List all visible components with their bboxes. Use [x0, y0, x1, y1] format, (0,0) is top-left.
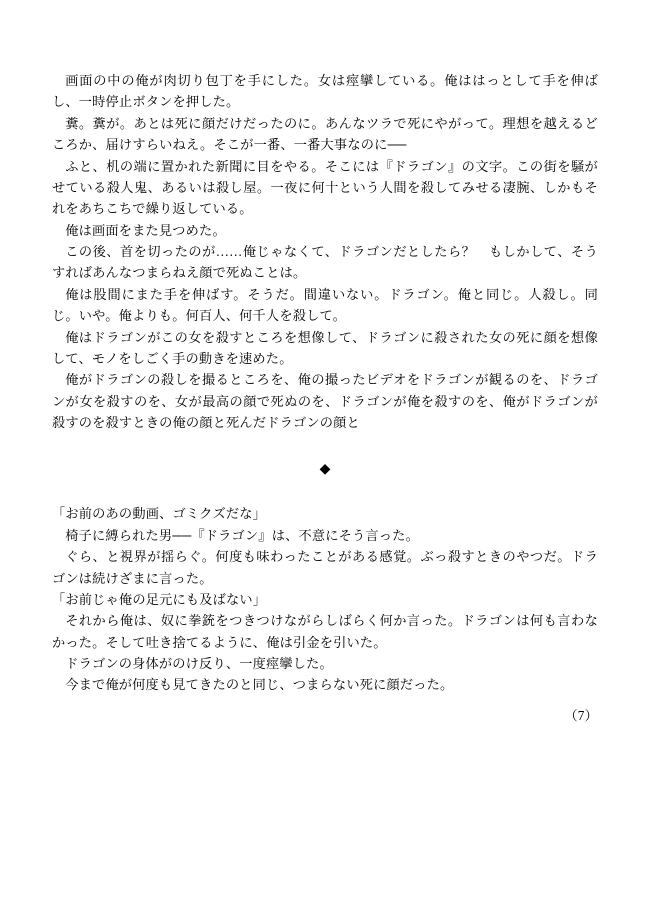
paragraph: ふと、机の端に置かれた新聞に目をやる。そこには『ドラゴン』の文字。この街を騒がせている殺人鬼、あるいは殺し屋。一夜に何十という人間を殺してみせる凄腕、しかもそれをあちこちで繰り返している。 — [52, 158, 598, 217]
section-divider-glyph: ◆ — [319, 462, 331, 478]
paragraph: それから俺は、奴に拳銃をつきつけながらしばらく何か言った。ドラゴンは何も言わなかった。そして吐き捨てるように、俺は引金を引いた。 — [52, 613, 598, 650]
paragraph: 俺がドラゴンの殺しを撮るところを、俺の撮ったビデオをドラゴンが観るのを、ドラゴンが女を殺すのを、女が最高の顔で死ぬのを、ドラゴンが俺を殺すのを、俺がドラゴンが殺すのを殺すときの俺の顔と死んだドラゴンの顔と — [52, 372, 598, 430]
paragraph: 俺はドラゴンがこの女を殺すところを想像して、ドラゴンに殺された女の死に顔を想像して、モノをしごく手の動きを速めた。 — [52, 329, 598, 366]
paragraph: ぐら、と視界が揺らぐ。何度も味わったことがある感覚。ぶっ殺すときのやつだ。ドラゴンは続けざまに言った。 — [52, 549, 598, 586]
paragraph: 糞。糞が。あとは死に顔だけだったのに。あんなツラで死にやがって。理想を越えるどころか、届けすらいねえ。そこが一番、一番大事なのに── — [52, 115, 598, 153]
paragraph: 今まで俺が何度も見てきたのと同じ、つまらない死に顔だった。 — [65, 677, 454, 693]
lower-text-block — [52, 503, 598, 726]
paragraph: 俺は画面をまた見つめた。 — [65, 222, 226, 238]
paragraph: この後、首を切ったのが……俺じゃなくて、ドラゴンだとしたら？ もしかして、そうすればあんなつまらねえ顔で死ぬことは。 — [52, 244, 598, 281]
paragraph: ドラゴンの身体がのけ反り、一度痙攣した。 — [65, 656, 333, 671]
paragraph: 俺は股間にまた手を伸ばす。そうだ。間違いない。ドラゴン。俺と同じ。人殺し。同じ。いや。俺よりも。何百人、何千人を殺して。 — [52, 286, 598, 324]
page-number — [52, 705, 598, 726]
paragraph: 「お前じゃ俺の足元にも及ばない」 — [52, 591, 267, 607]
upper-text-block — [52, 70, 598, 433]
page-number-label: （7） — [564, 707, 598, 723]
paragraph: 「お前のあの動画、ゴミクズだな」 — [52, 506, 267, 522]
paragraph: 画面の中の俺が肉切り包丁を手にした。女は痙攣している。俺ははっとして手を伸ばし、一時停止ボタンを押した。 — [52, 73, 598, 110]
paragraph: 椅子に縛られた男──『ドラゴン』は、不意にそう言った。 — [65, 527, 419, 543]
